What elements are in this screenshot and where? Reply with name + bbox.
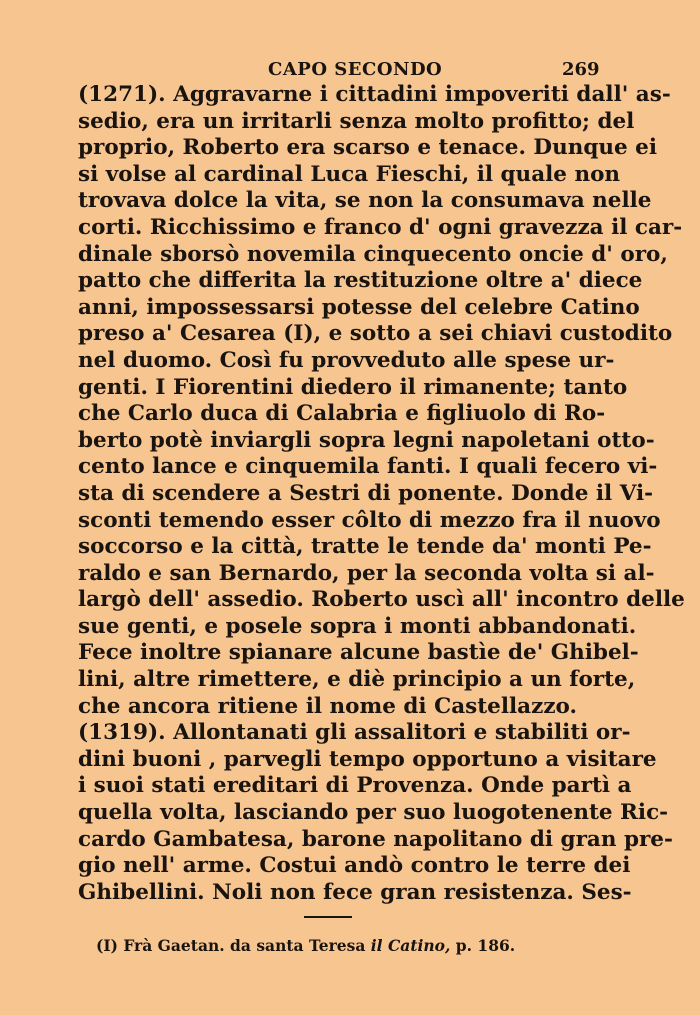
text-line: raldo e san Bernardo, per la seconda volta si al-	[78, 560, 655, 586]
text-line: proprio, Roberto era scarso e tenace. Dunque ei	[78, 135, 658, 161]
text-line: preso a' Cesarea (I), e sotto a sei chiavi custodito	[78, 321, 673, 347]
text-line: berto potè inviargli sopra legni napoletani otto-	[78, 427, 655, 453]
footnote-title: il Catino,	[370, 936, 451, 955]
text-line: i suoi stati ereditari di Provenza. Onde partì a	[78, 773, 632, 799]
footnote-text: (I) Frà Gaetan. da santa Teresa	[96, 936, 371, 955]
text-line: cardo Gambatesa, barone napolitano di gran pre-	[78, 826, 673, 852]
text-line: anni, impossessarsi potesse del celebre Catino	[78, 294, 640, 320]
text-line: dinale sborsò novemila cinquecento oncie d' oro,	[78, 241, 668, 267]
text-line: sedio, era un irritarli senza molto profitto; del	[78, 108, 635, 134]
body-text	[78, 82, 685, 906]
text-line: sta di scendere a Sestri di ponente. Donde il Vi-	[78, 480, 654, 506]
text-line: cento lance e cinquemila fanti. I quali fecero vi-	[78, 454, 658, 480]
text-line: Fece inoltre spianare alcune bastìe de' Ghibel-	[78, 640, 639, 666]
text-line: trovava dolce la vita, se non la consumava nelle	[78, 188, 652, 214]
text-line: si volse al cardinal Luca Fieschi, il quale non	[78, 161, 621, 187]
text-line: patto che differita la restituzione oltre a' diece	[78, 268, 643, 294]
text-line: genti. I Fiorentini diedero il rimanente; tanto	[78, 374, 628, 400]
text-line: (1319). Allontanati gli assalitori e stabiliti or-	[78, 720, 631, 746]
text-line: sue genti, e posele sopra i monti abbandonati.	[78, 613, 637, 639]
text-line: corti. Ricchissimo e franco d' ogni gravezza il car-	[78, 214, 683, 240]
text-line: Ghibellini. Noli non fece gran resistenza. Ses-	[78, 879, 632, 905]
text-line: soccorso e la città, tratte le tende da' monti Pe-	[78, 534, 652, 560]
text-line: che Carlo duca di Calabria e figliuolo di Ro-	[78, 401, 606, 427]
footnote-page-ref: p. 186.	[450, 936, 516, 955]
text-line: gio nell' arme. Costui andò contro le terre dei	[78, 853, 631, 879]
footnote-divider	[304, 916, 352, 918]
text-line: che ancora ritiene il nome di Castellazzo.	[78, 693, 577, 719]
text-line: lini, altre rimettere, e diè principio a un forte,	[78, 667, 636, 693]
text-line: largò dell' assedio. Roberto uscì all' incontro delle	[78, 587, 685, 613]
page-number: 269	[562, 59, 600, 80]
footnote	[96, 935, 556, 957]
running-head: CAPO SECONDO	[268, 59, 443, 80]
text-line: nel duomo. Così fu provveduto alle spese ur-	[78, 347, 615, 373]
text-line: sconti temendo esser côlto di mezzo fra il nuovo	[78, 507, 661, 533]
text-line: dini buoni , parvegli tempo opportuno a visitare	[78, 746, 657, 772]
page-header	[0, 58, 700, 82]
text-line: (1271). Aggravarne i cittadini impoveriti dall' as-	[78, 82, 671, 107]
text-line: quella volta, lasciando per suo luogotenente Ric-	[78, 800, 669, 826]
